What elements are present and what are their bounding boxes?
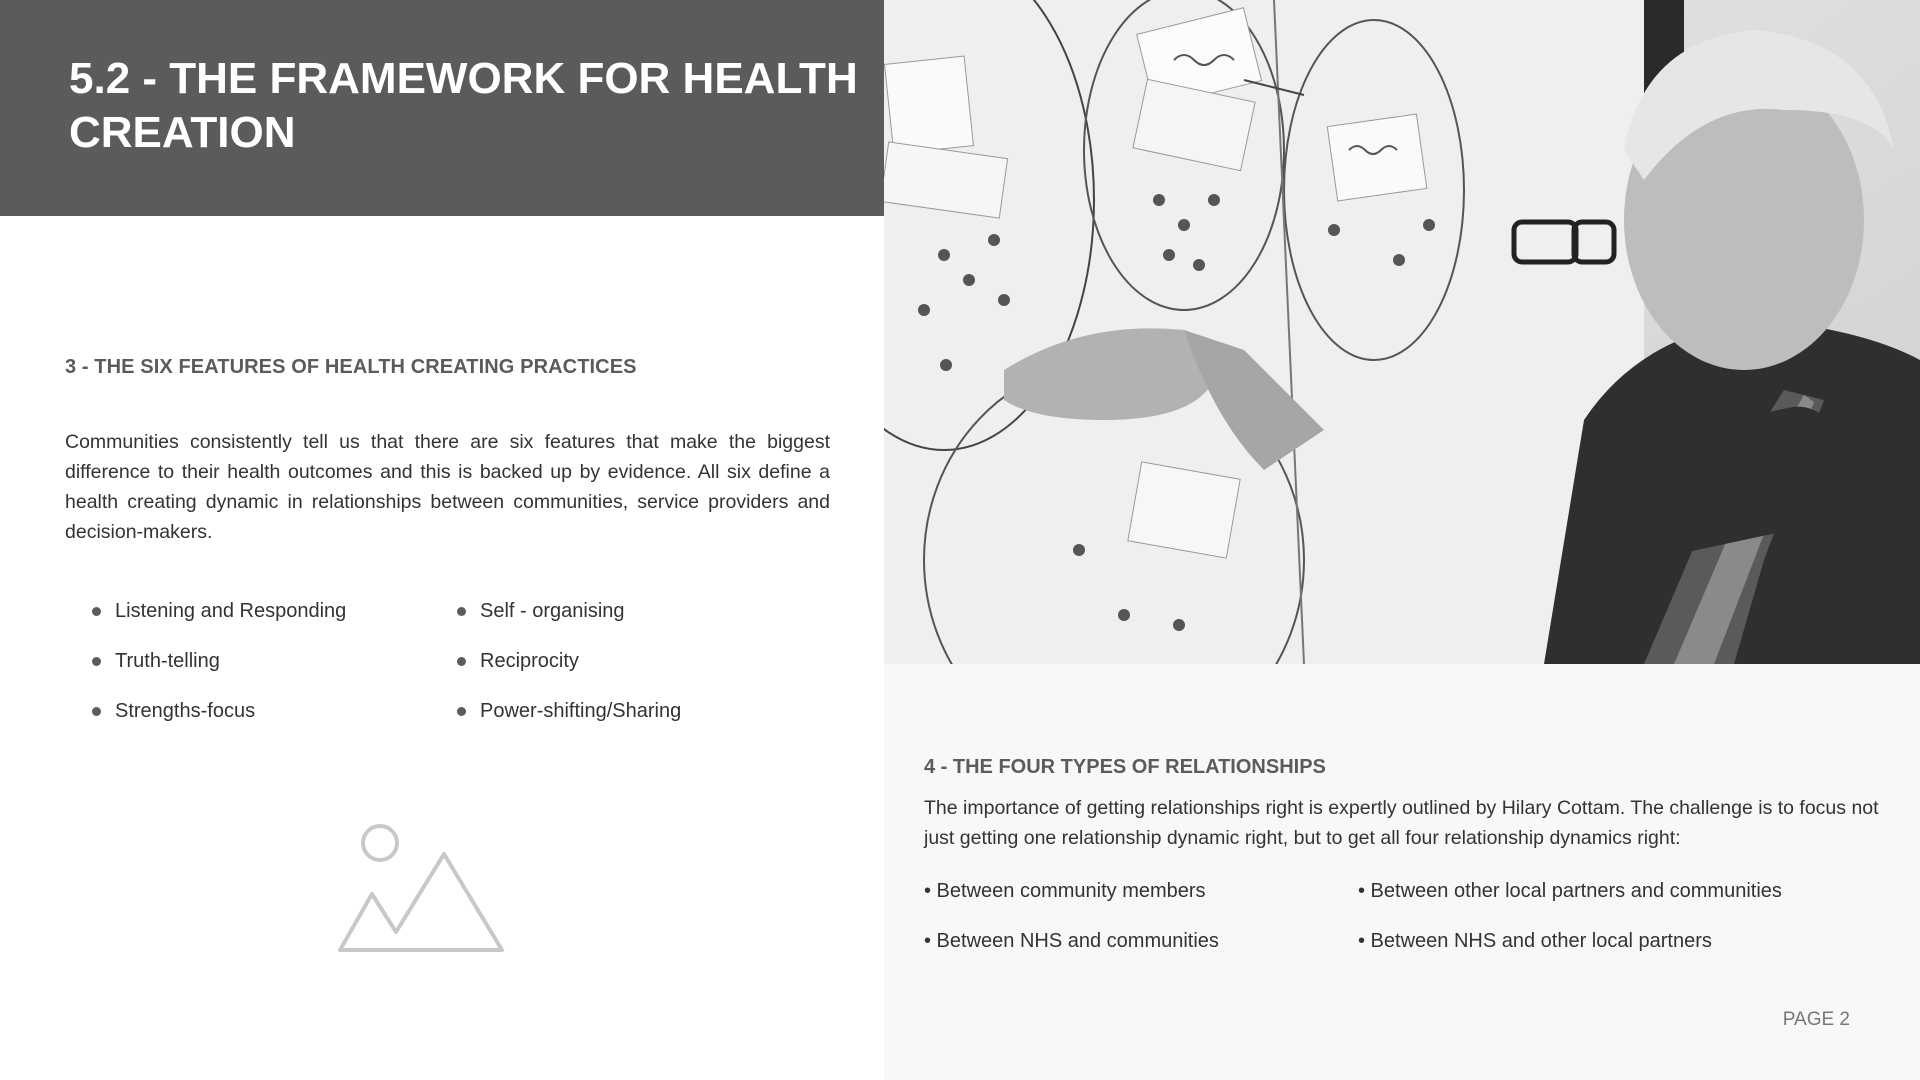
list-item xyxy=(92,696,457,726)
list-item: • Between other local partners and communities xyxy=(1358,880,1782,902)
list-item-label: Strengths-focus xyxy=(115,699,256,722)
bullet-icon xyxy=(457,657,466,666)
list-item: • Between community members xyxy=(924,880,1206,902)
bullet-icon xyxy=(457,707,466,716)
header-band xyxy=(0,0,884,216)
list-item xyxy=(92,596,457,626)
features-list xyxy=(92,596,792,746)
list-item-label: Power-shifting/Sharing xyxy=(480,699,682,722)
bullet-icon xyxy=(457,607,466,616)
list-item-label: Truth-telling xyxy=(115,649,220,672)
bullet-icon xyxy=(92,607,101,616)
list-item: • Between NHS and other local partners xyxy=(1358,930,1712,952)
list-item-label: Listening and Responding xyxy=(115,599,347,622)
section4-body: The importance of getting relationships right is expertly outlined by Hilary Cottam. The challenge is to focus not just getting one relationship dynamic right, but to get all four relationship dynamics right: xyxy=(924,797,1879,849)
list-item-label: Self - organising xyxy=(480,599,625,622)
list-item xyxy=(457,696,792,726)
section3-body: Communities consistently tell us that there are six features that make the biggest difference to their health outcomes and this is backed up by evidence. All six define a health creating dynamic in relationships between communities, service providers and decision-makers. xyxy=(65,431,830,543)
list-item-label: Reciprocity xyxy=(480,649,579,672)
page-title: 5.2 - THE FRAMEWORK FOR HEALTH CREATION xyxy=(69,54,858,157)
list-item xyxy=(457,646,792,676)
bullet-icon xyxy=(92,707,101,716)
photo-illustration xyxy=(884,0,1920,664)
list-item xyxy=(457,596,792,626)
bullet-icon xyxy=(92,657,101,666)
relationships-list xyxy=(924,876,1884,976)
section4-heading: 4 - THE FOUR TYPES OF RELATIONSHIPS xyxy=(924,756,1326,778)
section3-heading: 3 - THE SIX FEATURES OF HEALTH CREATING PRACTICES xyxy=(65,356,637,378)
hero-photo xyxy=(884,0,1920,664)
list-item: • Between NHS and communities xyxy=(924,930,1219,952)
right-panel xyxy=(884,664,1920,1080)
page-number: PAGE 2 xyxy=(1782,1009,1850,1030)
list-item xyxy=(92,646,457,676)
image-placeholder-icon[interactable] xyxy=(336,822,508,954)
